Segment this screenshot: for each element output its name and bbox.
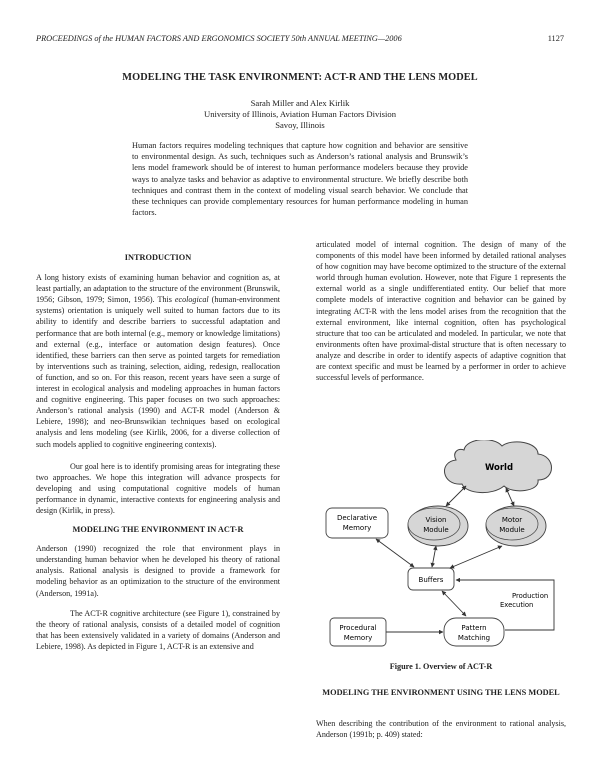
svg-text:Vision: Vision: [425, 516, 447, 524]
journal-title: PROCEEDINGS of the HUMAN FACTORS AND ERGONOMICS SOCIETY 50th ANNUAL MEETING—2006: [36, 34, 402, 43]
intro-paragraph-1: A long history exists of examining human behavior and cognition as, at least partially, an adaptation to the structure of the environment (Brunswik, 1956; Gibson, 1979; Simon, 1956). This ecological (human-environment systems) orientation is uniquely well suited to human factors due to its ability to identify and describe barriers to successful adaptation and performance that are both internal (e.g., memory or knowledge limitations) and external (e.g., interface or automation design features). Once identified, these barriers can then serve as pointed targets for remediation by interventions such as training, selection, aiding, redesign, reallocation of function, and so on. For this reason, recent years have seen a surge of interest in ecological analysis and modeling approaches in human factors and cognitive engineering. This paper focuses on two such approaches: Anderson’s rational analysis (1990) and ACT-R model (Anderson & Lebiere, 1998); and neo-Brunswikian techniques based on ecological analysis and lens modeling (see Kirlik, 2006, for a diverse collection of such models applied to cognitive engineering contexts).: [36, 273, 281, 449]
svg-text:Declarative: Declarative: [336, 514, 378, 522]
svg-text:Production: Production: [512, 592, 549, 600]
svg-text:Matching: Matching: [457, 634, 491, 642]
lens-heading: MODELING THE ENVIRONMENT USING THE LENS MODEL: [322, 688, 560, 697]
motor-module-cloud: [486, 506, 546, 546]
right-column: [316, 239, 566, 383]
world-cloud: [445, 440, 552, 493]
actr-paragraph-2: The ACT-R cognitive architecture (see Figure 1), constrained by the theory of rational analysis, consists of a detailed model of cognition that has been extensively validated in a variety of domains (Anderson and Lebiere, 1998). As depicted in Figure 1, ACT-R is an extensive and: [36, 608, 280, 651]
procedural-memory-box: [330, 618, 386, 646]
actr-paragraph-1: Anderson (1990) recognized the role that environment plays in understanding human behavior when he developed his theory of rational analysis. Rational analysis is designed to provide a framework for modeling behavior as an optimization to the structure of the environment (Anderson, 1991a).: [36, 544, 280, 598]
actr-heading: MODELING THE ENVIRONMENT IN ACT-R: [72, 525, 244, 535]
abstract: Human factors requires modeling techniques that capture how cognition and behavior are sensitive to environmental design. As such, techniques such as Anderson’s rational analysis and Brunswik’s lens model framework should be of interest to human performance modelers because they provide ways to analyze tasks and behavior as adaptive to environmental structure. We briefly describe both techniques and contrast them in the context of modeling visual search behavior. We conclude that these techniques can provide complementary resources for human performance modeling in human factors.: [132, 141, 468, 218]
lens-paragraph-block: [316, 718, 566, 740]
svg-text:Memory: Memory: [343, 634, 373, 642]
vision-module-cloud: [408, 506, 468, 546]
intro-paragraph-2: Our goal here is to identify promising areas for integrating these two approaches. We hope this integration will advance prospects for developing and using computational cognitive models of human performance in dynamic, interactive contexts for engineering analysis and design (Kirlik, in press).: [36, 461, 280, 515]
lens-heading-block: [316, 687, 566, 698]
svg-text:Motor: Motor: [501, 516, 523, 524]
intro-heading: INTRODUCTION: [124, 253, 192, 262]
svg-text:Procedural: Procedural: [339, 624, 377, 632]
svg-text:Execution: Execution: [500, 601, 534, 609]
svg-text:Module: Module: [499, 526, 525, 534]
actr-architecture-figure: [316, 440, 566, 652]
pattern-matching-box: [444, 618, 504, 646]
left-column: [36, 252, 280, 652]
author-names: Sarah Miller and Alex Kirlik: [250, 98, 350, 108]
world-label: World: [484, 463, 514, 473]
right-paragraph-1: articulated model of internal cognition. The design of many of the components of this model have been informed by detailed rational analyses of how cognition may have become optimized to the structure of the external world through human evolution. However, note that Figure 1 represents the external world as a single undifferentiated entity. Our belief that more complete models of interactive cognition and behavior can be gained by integrating ACT-R with the lens model arises from the recognition that the external environment, like internal cognition, often has psychological structure that too can be articulated and modeled. In particular, we note that environments often have proximal-distal structure that is often necessary to analyze and describe in order to identify aspects of adaptive cognition that are context specific and must be learned by a performer in order to achieve successful levels of performance.: [316, 240, 566, 383]
ecological-emphasis: ecological: [174, 295, 209, 305]
svg-text:Module: Module: [423, 526, 449, 534]
running-header: [36, 34, 564, 43]
lens-paragraph-1: When describing the contribution of the environment to rational analysis, Anderson (1991b; p. 409) stated:: [316, 719, 566, 740]
svg-text:Buffers: Buffers: [418, 576, 444, 584]
production-execution-label: [500, 592, 548, 609]
declarative-memory-box: [326, 508, 388, 538]
author-location: Savoy, Illinois: [275, 120, 325, 130]
author-block: [0, 98, 600, 131]
buffers-box: [408, 568, 454, 590]
svg-text:Pattern: Pattern: [461, 624, 487, 632]
paper-title: MODELING THE TASK ENVIRONMENT: ACT-R AND THE LENS MODEL: [122, 72, 478, 83]
author-affiliation: University of Illinois, Aviation Human Factors Division: [204, 109, 396, 119]
figure-caption: Figure 1. Overview of ACT-R: [389, 662, 493, 671]
page-number: 1127: [547, 34, 564, 43]
svg-text:Memory: Memory: [342, 524, 372, 532]
